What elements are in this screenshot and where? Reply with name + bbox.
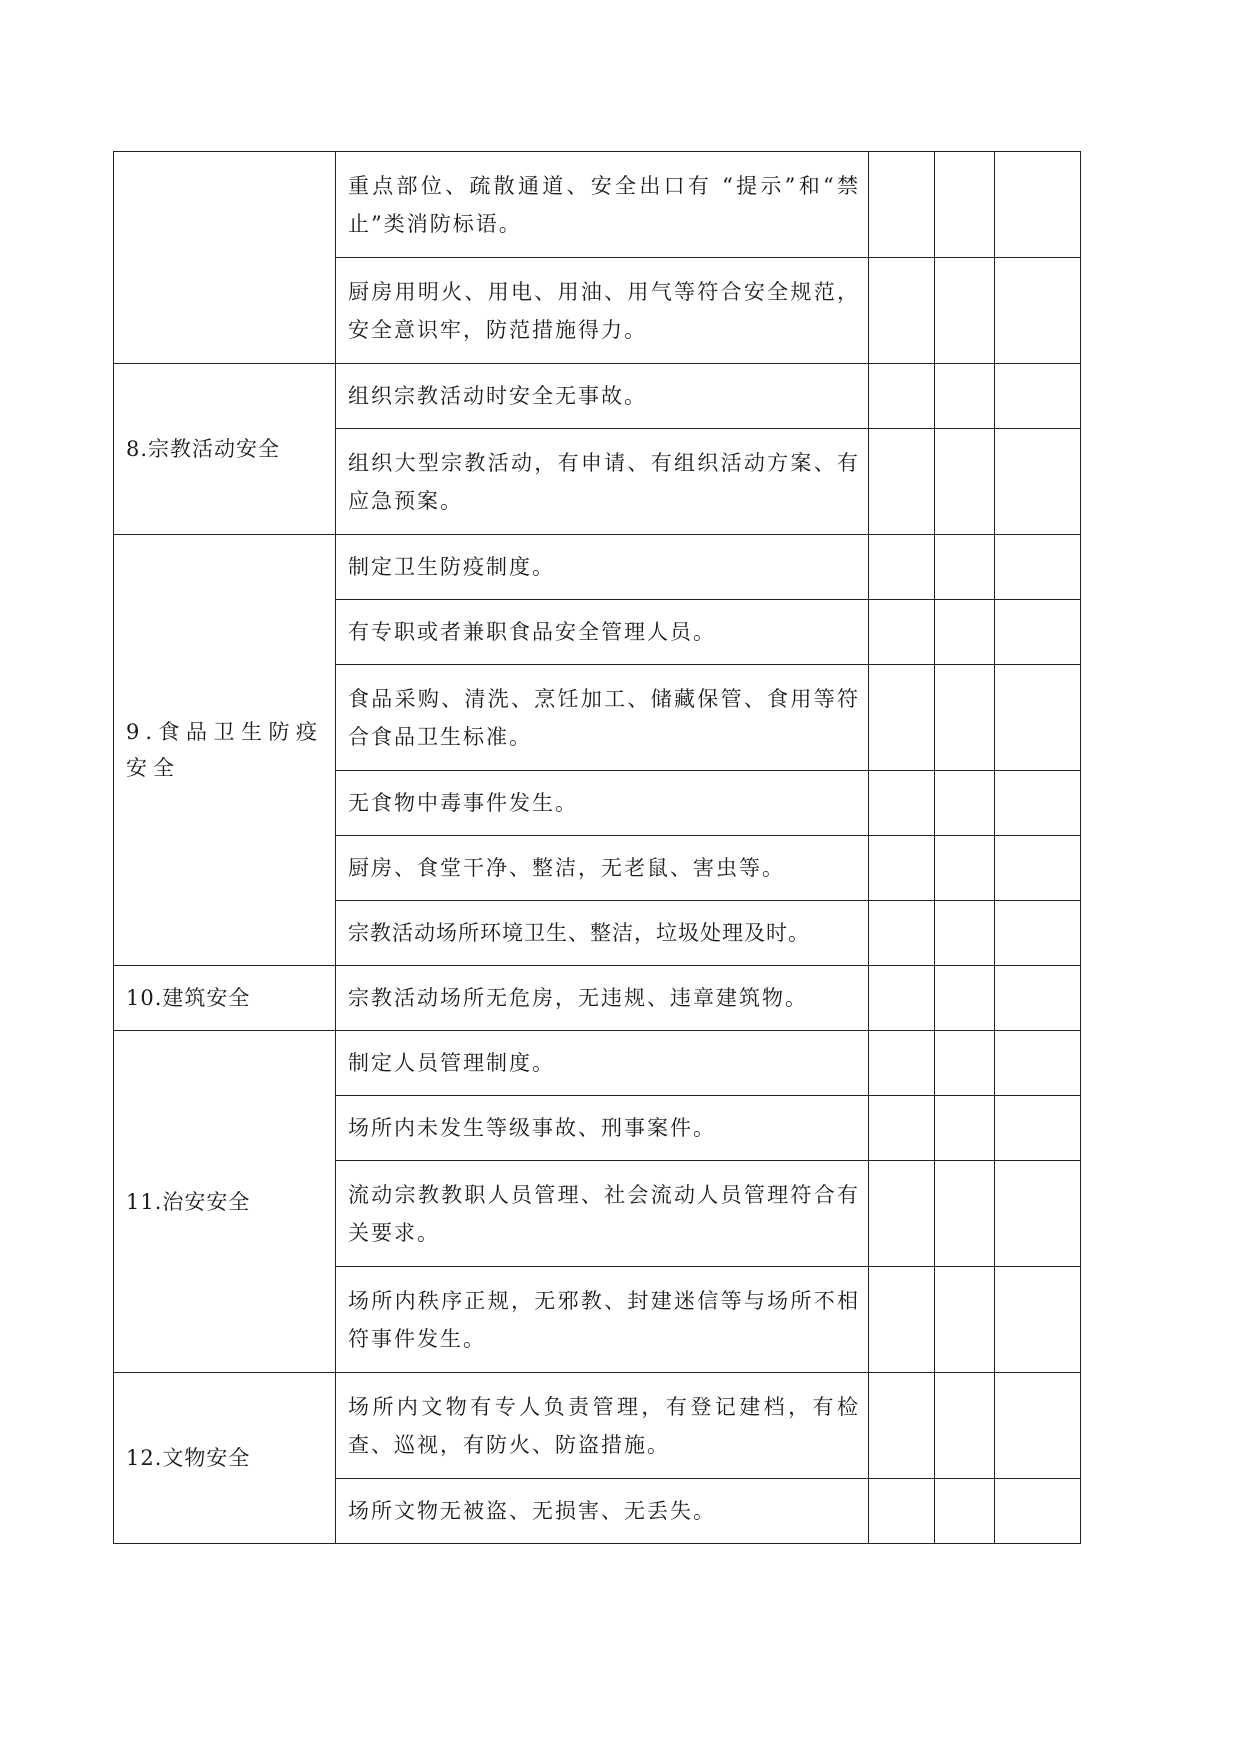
check-cell-2[interactable] [935, 600, 995, 665]
check-cell-3[interactable] [995, 1161, 1081, 1267]
check-cell-3[interactable] [995, 1096, 1081, 1161]
item-cell: 流动宗教教职人员管理、社会流动人员管理符合有关要求。 [336, 1161, 869, 1267]
item-cell: 厨房、食堂干净、整洁，无老鼠、害虫等。 [336, 836, 869, 901]
category-cell-food-hygiene: 9.食品卫生防疫安全 [114, 535, 336, 966]
check-cell-1[interactable] [869, 1031, 935, 1096]
check-cell-2[interactable] [935, 1267, 995, 1373]
check-cell-2[interactable] [935, 665, 995, 771]
check-cell-3[interactable] [995, 665, 1081, 771]
check-cell-2[interactable] [935, 966, 995, 1031]
check-cell-2[interactable] [935, 535, 995, 600]
item-cell: 场所内秩序正规，无邪教、封建迷信等与场所不相符事件发生。 [336, 1267, 869, 1373]
check-cell-2[interactable] [935, 258, 995, 364]
item-cell: 制定人员管理制度。 [336, 1031, 869, 1096]
table-row [114, 1031, 1081, 1096]
checklist-sheet [113, 151, 1080, 1544]
check-cell-2[interactable] [935, 364, 995, 429]
check-cell-2[interactable] [935, 1479, 995, 1544]
item-cell: 组织宗教活动时安全无事故。 [336, 364, 869, 429]
check-cell-1[interactable] [869, 1096, 935, 1161]
category-cell-public-security: 11.治安安全 [114, 1031, 336, 1373]
check-cell-2[interactable] [935, 1373, 995, 1479]
safety-checklist-table [113, 151, 1081, 1544]
table-row [114, 1373, 1081, 1479]
item-cell: 有专职或者兼职食品安全管理人员。 [336, 600, 869, 665]
check-cell-1[interactable] [869, 771, 935, 836]
item-cell: 宗教活动场所无危房，无违规、违章建筑物。 [336, 966, 869, 1031]
check-cell-3[interactable] [995, 1479, 1081, 1544]
check-cell-2[interactable] [935, 771, 995, 836]
check-cell-2[interactable] [935, 152, 995, 258]
check-cell-3[interactable] [995, 1267, 1081, 1373]
check-cell-2[interactable] [935, 1096, 995, 1161]
category-cell-religious-activity: 8.宗教活动安全 [114, 364, 336, 535]
check-cell-1[interactable] [869, 600, 935, 665]
check-cell-2[interactable] [935, 1031, 995, 1096]
item-cell: 重点部位、疏散通道、安全出口有 “提示”和“禁止”类消防标语。 [336, 152, 869, 258]
check-cell-1[interactable] [869, 429, 935, 535]
check-cell-1[interactable] [869, 152, 935, 258]
check-cell-1[interactable] [869, 1479, 935, 1544]
check-cell-1[interactable] [869, 1267, 935, 1373]
check-cell-1[interactable] [869, 901, 935, 966]
check-cell-1[interactable] [869, 1161, 935, 1267]
table-row [114, 152, 1081, 258]
check-cell-3[interactable] [995, 364, 1081, 429]
check-cell-1[interactable] [869, 364, 935, 429]
category-cell-building: 10.建筑安全 [114, 966, 336, 1031]
item-cell: 场所内未发生等级事故、刑事案件。 [336, 1096, 869, 1161]
check-cell-2[interactable] [935, 836, 995, 901]
item-cell: 组织大型宗教活动，有申请、有组织活动方案、有应急预案。 [336, 429, 869, 535]
check-cell-2[interactable] [935, 1161, 995, 1267]
check-cell-3[interactable] [995, 771, 1081, 836]
check-cell-2[interactable] [935, 901, 995, 966]
check-cell-3[interactable] [995, 152, 1081, 258]
check-cell-1[interactable] [869, 1373, 935, 1479]
check-cell-3[interactable] [995, 429, 1081, 535]
check-cell-3[interactable] [995, 966, 1081, 1031]
check-cell-1[interactable] [869, 258, 935, 364]
check-cell-3[interactable] [995, 1031, 1081, 1096]
item-cell: 厨房用明火、用电、用油、用气等符合安全规范，安全意识牢，防范措施得力。 [336, 258, 869, 364]
item-cell: 无食物中毒事件发生。 [336, 771, 869, 836]
check-cell-2[interactable] [935, 429, 995, 535]
item-cell: 制定卫生防疫制度。 [336, 535, 869, 600]
check-cell-3[interactable] [995, 600, 1081, 665]
item-cell: 场所文物无被盗、无损害、无丢失。 [336, 1479, 869, 1544]
category-cell-cultural-relics: 12.文物安全 [114, 1373, 336, 1544]
item-cell: 场所内文物有专人负责管理，有登记建档，有检查、巡视，有防火、防盗措施。 [336, 1373, 869, 1479]
check-cell-1[interactable] [869, 535, 935, 600]
table-row [114, 966, 1081, 1031]
category-cell-continued [114, 152, 336, 364]
check-cell-3[interactable] [995, 535, 1081, 600]
check-cell-3[interactable] [995, 1373, 1081, 1479]
table-row [114, 364, 1081, 429]
check-cell-3[interactable] [995, 258, 1081, 364]
check-cell-1[interactable] [869, 836, 935, 901]
check-cell-1[interactable] [869, 966, 935, 1031]
check-cell-3[interactable] [995, 901, 1081, 966]
table-row [114, 535, 1081, 600]
item-cell: 宗教活动场所环境卫生、整洁，垃圾处理及时。 [336, 901, 869, 966]
item-cell: 食品采购、清洗、烹饪加工、储藏保管、食用等符合食品卫生标准。 [336, 665, 869, 771]
check-cell-1[interactable] [869, 665, 935, 771]
check-cell-3[interactable] [995, 836, 1081, 901]
